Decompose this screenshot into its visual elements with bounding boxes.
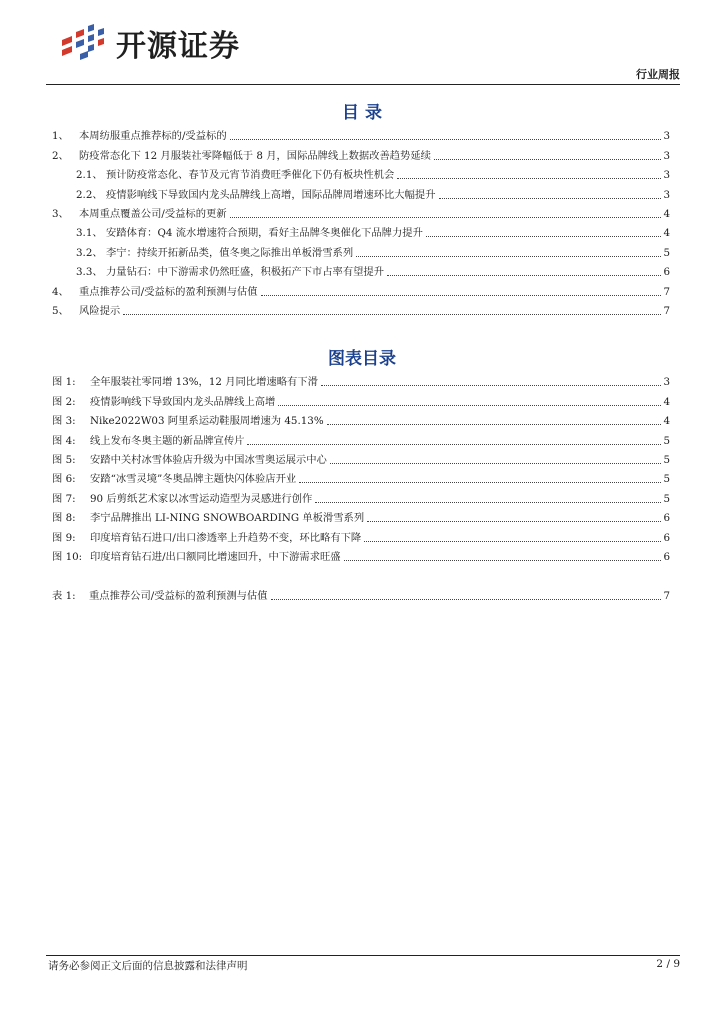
entry-title: 疫情影响线下导致国内龙头品牌线上高增 bbox=[90, 395, 276, 408]
toc-entry[interactable] bbox=[52, 143, 670, 162]
logo-mark-icon bbox=[58, 20, 110, 66]
entry-page: 4 bbox=[663, 395, 670, 408]
entry-number: 图 1: bbox=[52, 376, 76, 389]
entry-number: 图 2: bbox=[52, 395, 76, 408]
table-toc-list bbox=[52, 584, 670, 603]
figure-entry[interactable] bbox=[52, 370, 670, 389]
figure-entry[interactable] bbox=[52, 486, 670, 505]
entry-title: 本周纺服重点推荐标的/受益标的 bbox=[79, 130, 227, 143]
entry-title: 安踏中关村冰雪体验店升级为中国冰雪奥运展示中心 bbox=[90, 453, 327, 466]
entry-number: 图 9: bbox=[52, 531, 76, 544]
entry-number: 2.2、 bbox=[76, 188, 103, 201]
dot-leader bbox=[364, 541, 661, 542]
entry-page: 5 bbox=[663, 434, 670, 447]
dot-leader bbox=[321, 385, 661, 386]
entry-title: 防疫常态化下 12 月服装社零降幅低于 8 月，国际品牌线上数据改善趋势延续 bbox=[79, 149, 431, 162]
entry-page: 3 bbox=[663, 376, 670, 389]
toc-entry[interactable] bbox=[52, 202, 670, 221]
toc-entry[interactable] bbox=[52, 182, 670, 201]
entry-number: 图 5: bbox=[52, 453, 76, 466]
entry-number: 4、 bbox=[52, 285, 69, 298]
figure-entry[interactable] bbox=[52, 409, 670, 428]
entry-page: 5 bbox=[663, 246, 670, 259]
footer-divider bbox=[46, 955, 680, 956]
entry-number: 1、 bbox=[52, 130, 69, 143]
footer-disclaimer: 请务必参阅正文后面的信息披露和法律声明 bbox=[48, 960, 248, 972]
entry-title: 李宁：持续开拓新品类，值冬奥之际推出单板滑雪系列 bbox=[106, 246, 354, 259]
figure-entry[interactable] bbox=[52, 389, 670, 408]
dot-leader bbox=[426, 236, 661, 237]
entry-title: 90 后剪纸艺术家以冰雪运动造型为灵感进行创作 bbox=[90, 492, 313, 505]
dot-leader bbox=[356, 256, 661, 257]
entry-page: 6 bbox=[663, 512, 670, 525]
entry-page: 5 bbox=[663, 473, 670, 486]
figure-toc-title: 图表目录 bbox=[328, 349, 396, 369]
entry-page: 7 bbox=[663, 590, 670, 603]
entry-title: 本周重点覆盖公司/受益标的更新 bbox=[79, 207, 227, 220]
entry-title: 重点推荐公司/受益标的盈利预测与估值 bbox=[89, 590, 268, 603]
entry-page: 3 bbox=[663, 149, 670, 162]
entry-title: 重点推荐公司/受益标的盈利预测与估值 bbox=[79, 285, 258, 298]
dot-leader bbox=[261, 295, 661, 296]
dot-leader bbox=[123, 314, 661, 315]
dot-leader bbox=[299, 482, 661, 483]
entry-number: 表 1: bbox=[52, 590, 76, 603]
entry-page: 4 bbox=[663, 415, 670, 428]
toc-entry[interactable] bbox=[52, 260, 670, 279]
dot-leader bbox=[271, 599, 661, 600]
toc-list bbox=[52, 124, 670, 318]
entry-page: 6 bbox=[663, 531, 670, 544]
entry-title: Nike2022W03 阿里系运动鞋服周增速为 45.13% bbox=[90, 415, 324, 428]
page-number: 2 / 9 bbox=[656, 958, 680, 970]
entry-page: 3 bbox=[663, 188, 670, 201]
entry-number: 图 7: bbox=[52, 492, 76, 505]
table-entry[interactable] bbox=[52, 584, 670, 603]
brand-name: 开源证券 bbox=[116, 29, 240, 64]
entry-page: 3 bbox=[663, 130, 670, 143]
dot-leader bbox=[387, 275, 661, 276]
toc-title: 目 录 bbox=[342, 103, 382, 123]
dot-leader bbox=[344, 560, 661, 561]
dot-leader bbox=[278, 405, 661, 406]
entry-page: 5 bbox=[663, 492, 670, 505]
figure-entry[interactable] bbox=[52, 545, 670, 564]
figure-entry[interactable] bbox=[52, 506, 670, 525]
entry-title: 安踏体育：Q4 流水增速符合预期，看好主品牌冬奥催化下品牌力提升 bbox=[106, 227, 423, 240]
figure-entry[interactable] bbox=[52, 428, 670, 447]
entry-number: 图 10: bbox=[52, 550, 83, 563]
header-divider bbox=[46, 84, 680, 85]
entry-title: 力量钻石：中下游需求仍然旺盛，积极拓产下市占率有望提升 bbox=[106, 266, 385, 279]
entry-title: 线上发布冬奥主题的新品牌宣传片 bbox=[90, 434, 245, 447]
entry-number: 图 4: bbox=[52, 434, 76, 447]
dot-leader bbox=[230, 217, 661, 218]
toc-entry[interactable] bbox=[52, 163, 670, 182]
entry-number: 3.1、 bbox=[76, 227, 103, 240]
company-logo bbox=[58, 20, 240, 66]
dot-leader bbox=[434, 159, 661, 160]
entry-number: 3、 bbox=[52, 207, 69, 220]
dot-leader bbox=[439, 198, 662, 199]
entry-number: 5、 bbox=[52, 304, 69, 317]
entry-page: 7 bbox=[663, 285, 670, 298]
entry-page: 5 bbox=[663, 453, 670, 466]
dot-leader bbox=[230, 139, 661, 140]
entry-number: 图 6: bbox=[52, 473, 76, 486]
entry-title: 印度培育钻石进/出口额同比增速回升，中下游需求旺盛 bbox=[90, 550, 341, 563]
toc-entry[interactable] bbox=[52, 299, 670, 318]
dot-leader bbox=[367, 521, 661, 522]
dot-leader bbox=[247, 444, 661, 445]
entry-title: 李宁品牌推出 LI-NING SNOWBOARDING 单板滑雪系列 bbox=[90, 512, 365, 525]
entry-number: 3.2、 bbox=[76, 246, 103, 259]
entry-page: 4 bbox=[663, 227, 670, 240]
entry-title: 风险提示 bbox=[79, 304, 121, 317]
dot-leader bbox=[327, 424, 661, 425]
entry-number: 图 3: bbox=[52, 415, 76, 428]
entry-page: 7 bbox=[663, 304, 670, 317]
entry-title: 全年服装社零同增 13%，12 月同比增速略有下滑 bbox=[90, 376, 318, 389]
entry-page: 6 bbox=[663, 550, 670, 563]
entry-number: 图 8: bbox=[52, 512, 76, 525]
entry-number: 3.3、 bbox=[76, 266, 103, 279]
report-type: 行业周报 bbox=[636, 68, 680, 81]
entry-page: 3 bbox=[663, 169, 670, 182]
page-header bbox=[0, 0, 724, 90]
entry-title: 预计防疫常态化、春节及元宵节消费旺季催化下仍有板块性机会 bbox=[106, 169, 395, 182]
entry-page: 4 bbox=[663, 207, 670, 220]
figure-entry[interactable] bbox=[52, 467, 670, 486]
entry-title: 印度培育钻石进口/出口渗透率上升趋势不变，环比略有下降 bbox=[90, 531, 362, 544]
figure-entry[interactable] bbox=[52, 525, 670, 544]
figure-entry[interactable] bbox=[52, 448, 670, 467]
dot-leader bbox=[315, 502, 661, 503]
toc-entry[interactable] bbox=[52, 240, 670, 259]
entry-title: 疫情影响线下导致国内龙头品牌线上高增，国际品牌周增速环比大幅提升 bbox=[106, 188, 436, 201]
entry-number: 2、 bbox=[52, 149, 69, 162]
dot-leader bbox=[330, 463, 661, 464]
dot-leader bbox=[397, 178, 661, 179]
toc-entry[interactable] bbox=[52, 279, 670, 298]
figure-toc-list bbox=[52, 370, 670, 564]
toc-entry[interactable] bbox=[52, 124, 670, 143]
entry-number: 2.1、 bbox=[76, 169, 103, 182]
toc-entry[interactable] bbox=[52, 221, 670, 240]
entry-title: 安踏“冰雪灵境”冬奥品牌主题快闪体验店开业 bbox=[90, 473, 297, 486]
entry-page: 6 bbox=[663, 266, 670, 279]
